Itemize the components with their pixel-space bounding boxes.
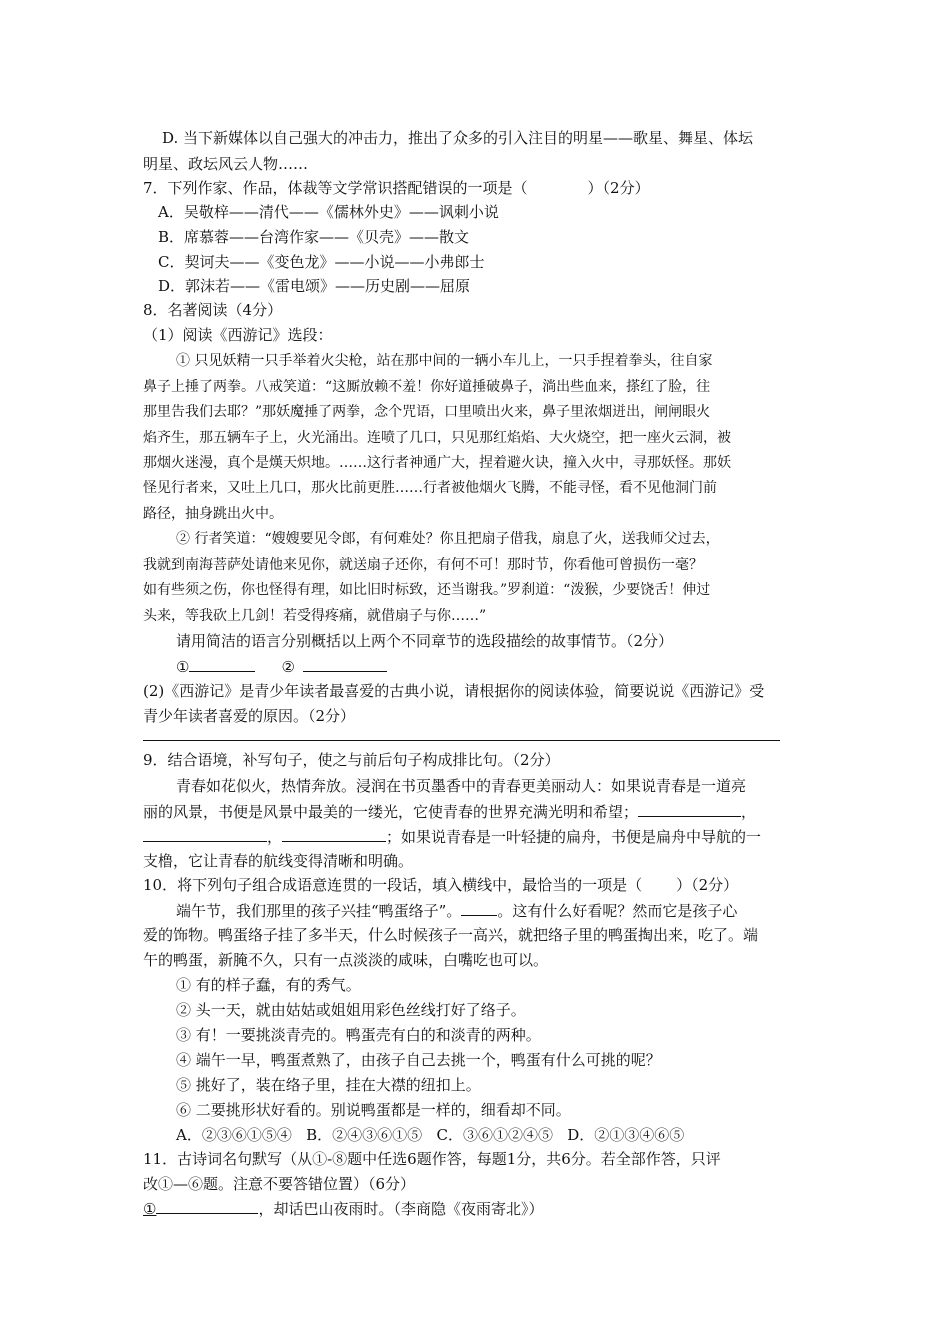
q10-sentence: ⑤ 挑好了，装在络子里，挂在大襟的纽扣上。 [176, 1076, 481, 1094]
q10-passage-line1 [176, 900, 737, 921]
q8-passage1-line: 鼻子上捶了两拳。八戒笑道：“这厮放赖不羞！你好道捶破鼻子，淌出些血来，搽红了脸，往 [143, 379, 711, 395]
answer-marker-1: ① [176, 658, 190, 676]
q9-comma: ， [267, 828, 283, 846]
answer-marker-2: ② [281, 658, 295, 676]
q11-item-marker: ① [143, 1200, 157, 1218]
q9-line3 [143, 826, 761, 847]
q8-question1: 请用简洁的语言分别概括以上两个不同章节的选段描绘的故事情节。（2分） [176, 632, 674, 650]
q8-passage2-line: 如有些须之伤，你也怪得有理，如比旧时标致，还当谢我。”罗刹道：“泼猴，少要饶舌！伸过 [143, 582, 711, 598]
q6-option-d-line1: D. 当下新媒体以自己强大的冲击力，推出了众多的引入注目的明星——歌星、舞星、体坛 [162, 129, 754, 147]
q8-passage1-line: 那烟火迷漫，真个是熯天炽地。……这行者神通广大，捏着避火诀，撞入火中，寻那妖怪。那妖 [143, 455, 731, 471]
q10-sentence: ② 头一天，就由姑姑或姐姐用彩色丝线打好了络子。 [176, 1001, 526, 1019]
q10-passage-blank[interactable] [461, 900, 497, 916]
q10-passage-text: 端午节，我们那里的孩子兴挂“鸭蛋络子”。 [176, 902, 462, 920]
q10-stem-text: 10．将下列句子组合成语意连贯的一段话，填入横线中，最恰当的一项是（ [143, 876, 643, 894]
q9-line2-text: 丽的风景，书便是风景中最美的一缕光，它使青春的世界充满光明和希望； [143, 803, 639, 821]
q7-option-d: D．郭沫若——《雷电颂》——历史剧——屈原 [158, 277, 471, 295]
q8-passage1-line: 那里告我们去耶？”那妖魔捶了两拳，念个咒语，口里喷出火来，鼻子里浓烟迸出，闸闸眼火 [143, 404, 711, 420]
q8-title: 8．名著阅读（4分） [143, 301, 283, 319]
q10-passage-line3: 午的鸭蛋，新腌不久，只有一点淡淡的咸味，白嘴吃也可以。 [143, 951, 549, 969]
q7-stem [143, 178, 650, 198]
q10-sentence: ③ 有！一要挑淡青壳的。鸭蛋壳有白的和淡青的两种。 [176, 1026, 541, 1044]
q8-sub1: （1）阅读《西游记》选段： [143, 326, 333, 344]
q10-sentence: ⑥ 二要挑形状好看的。别说鸭蛋都是一样的，细看却不同。 [176, 1101, 571, 1119]
q7-option-a: A．吴敬梓——清代——《儒林外史》——讽刺小说 [158, 203, 499, 221]
q9-comma: ， [741, 803, 757, 821]
q8-passage1-line: 路径，抽身跳出火中。 [143, 506, 283, 522]
q10-options: A．②③⑥①⑤④ B．②④③⑥①⑤ C．③⑥①②④⑤ D．②①③④⑥⑤ [176, 1126, 685, 1144]
q8-answer-line[interactable] [143, 740, 780, 741]
q11-item-text: ，却话巴山夜雨时。（李商隐《夜雨寄北》） [258, 1200, 544, 1218]
q7-stem-text: 7．下列作家、作品，体裁等文学常识搭配错误的一项是（ [143, 179, 528, 197]
q9-blank-3[interactable] [282, 826, 386, 842]
q8-passage2-line: 头来，等我砍上几剑！若受得疼痛，就借扇子与你……” [143, 608, 487, 624]
q10-score: ）（2分） [676, 876, 739, 894]
q8-passage1-line: 焰齐生，那五辆车子上，火光涌出。连喷了几口，只见那红焰焰、大火烧空，把一座火云洞，被 [143, 430, 731, 446]
q8-answer-row [176, 656, 387, 677]
q9-title: 9．结合语境，补写句子，使之与前后句子构成排比句。（2分） [143, 751, 560, 769]
q9-line4: 支橹，它让青春的航线变得清晰和明确。 [143, 852, 414, 870]
q6-option-d-line2: 明星、政坛风云人物…… [143, 155, 309, 173]
q9-line1: 青春如花似火，热情奔放。浸润在书页墨香中的青春更美丽动人：如果说青春是一道亮 [176, 777, 747, 795]
q8-sub2-line2: 青少年读者喜爱的原因。（2分） [143, 707, 356, 725]
q10-passage-text: 。这有什么好看呢？然而它是孩子心 [497, 902, 738, 920]
q7-option-b: B．席慕蓉——台湾作家——《贝壳》——散文 [158, 228, 470, 246]
q10-stem [143, 875, 738, 895]
q7-option-c: C．契诃夫——《变色龙》——小说——小弗郎士 [158, 253, 485, 271]
q8-passage2-line: ② 行者笑道：“嫂嫂要见令郎，有何难处？你且把扇子借我，扇息了火，送我师父过去， [176, 531, 720, 547]
q8-answer-blank-1[interactable] [189, 656, 255, 672]
q9-line3-text: ；如果说青春是一叶轻捷的扁舟，书便是扁舟中导航的一 [386, 828, 762, 846]
q10-sentence: ① 有的样子蠢，有的秀气。 [176, 976, 361, 994]
q11-item-1 [143, 1198, 543, 1219]
q10-passage-line2: 爱的饰物。鸭蛋络子挂了多半天，什么时候孩子一高兴，就把络子里的鸭蛋掏出来，吃了。端 [143, 926, 759, 944]
q9-blank-2[interactable] [143, 826, 267, 842]
q8-sub2-line1: (2)《西游记》是青少年读者最喜爱的古典小说，请根据你的阅读体验，简要说说《西游记》受 [143, 682, 765, 700]
q8-answer-blank-2[interactable] [303, 656, 387, 672]
q8-passage1-line: ① 只见妖精一只手举着火尖枪，站在那中间的一辆小车儿上，一只手捏着拳头，往自家 [176, 353, 713, 369]
q11-line1: 11．古诗词名句默写（从①-⑧题中任选6题作答，每题1分，共6分。若全部作答，只评 [143, 1150, 721, 1168]
q9-line2 [143, 801, 756, 822]
q9-blank-1[interactable] [638, 801, 741, 817]
q8-passage2-line: 我就到南海菩萨处请他来见你，就送扇子还你，有何不可！那时节，你看他可曾损伤一毫？ [143, 557, 703, 573]
q10-sentence: ④ 端午一早，鸭蛋煮熟了，由孩子自己去挑一个，鸭蛋有什么可挑的呢？ [176, 1051, 661, 1069]
q11-line2: 改①—⑥题。注意不要答错位置）（6分） [143, 1175, 416, 1193]
q8-passage1-line: 怪见行者来，又吐上几口，那火比前更胜……行者被他烟火飞腾，不能寻怪，看不见他洞门前 [143, 480, 717, 496]
q11-blank-1[interactable] [156, 1198, 258, 1214]
q7-score: ）（2分） [587, 179, 650, 197]
